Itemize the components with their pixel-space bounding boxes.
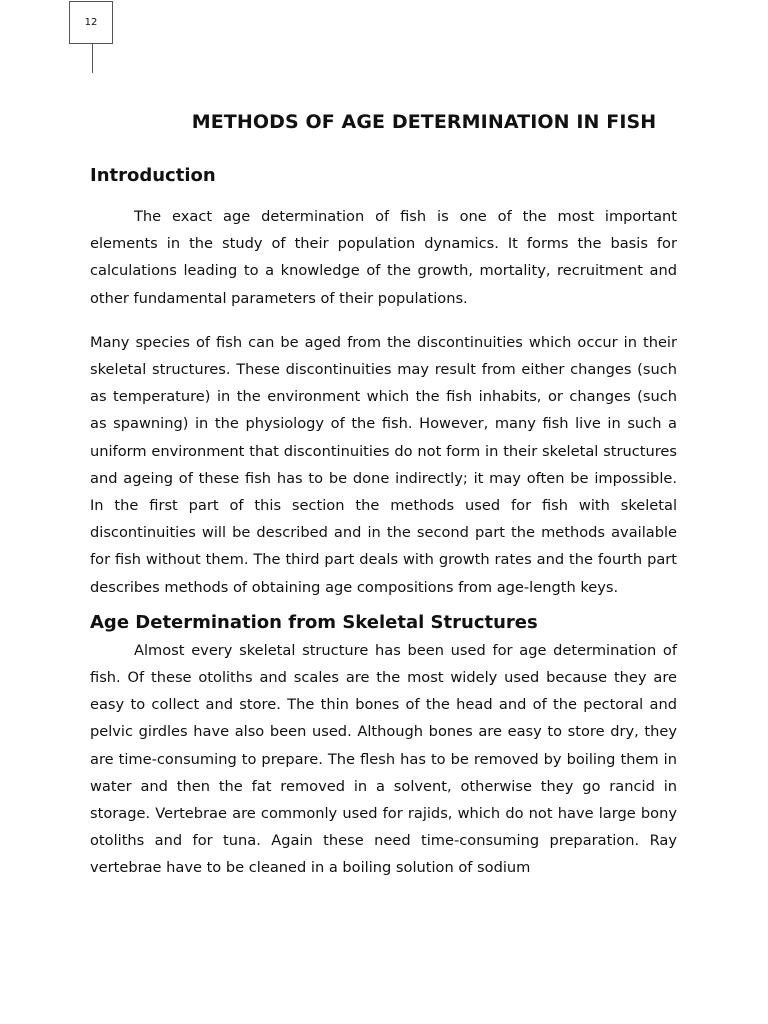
section-heading-skeletal-structures: Age Determination from Skeletal Structures bbox=[90, 611, 538, 633]
paragraph: Many species of fish can be aged from the discontinuities which occur in their skeletal structures. These discontinuities may result from either changes (such as temperature) in the environment which the fish inhabits, or changes (such as spawning) in the physiology of the fish. However, many fish live in such a uniform environment that discontinuities do not form in their skeletal structures and ageing of these fish has to be done indirectly; it may often be impossible. In the first part of this section the methods used for fish with skeletal discontinuities will be described and in the second part the methods available for fish without them. The third part deals with growth rates and the fourth part describes methods of obtaining age compositions from age-length keys. bbox=[90, 333, 677, 596]
page-number-divider bbox=[92, 44, 93, 73]
paragraph: The exact age determination of fish is one of the most important elements in the study of their population dynamics. It forms the basis for calculations leading to a knowledge of the growth, mortality, recruitment and other fundamental parameters of their populations. bbox=[90, 208, 677, 307]
paragraph: Almost every skeletal structure has been used for age determination of fish. Of these otoliths and scales are the most widely used because they are easy to collect and store. The thin bones of the head and of the pectoral and pelvic girdles have also been used. Although bones are easy to store dry, they are time-consuming to prepare. The flesh has to be removed by boiling them in water and then the fat removed in a solvent, otherwise they go rancid in storage. Vertebrae are commonly used for rajids, which do not have large bony otoliths and for tuna. Again these need time-consuming preparation. Ray vertebrae have to be cleaned in a boiling solution of sodium bbox=[90, 641, 677, 877]
section-heading-introduction: Introduction bbox=[90, 165, 216, 186]
page-number-text: 12 bbox=[84, 17, 98, 28]
page-number bbox=[69, 1, 113, 44]
page-title: METHODS OF AGE DETERMINATION IN FISH bbox=[191, 111, 657, 133]
document-body bbox=[90, 163, 677, 882]
